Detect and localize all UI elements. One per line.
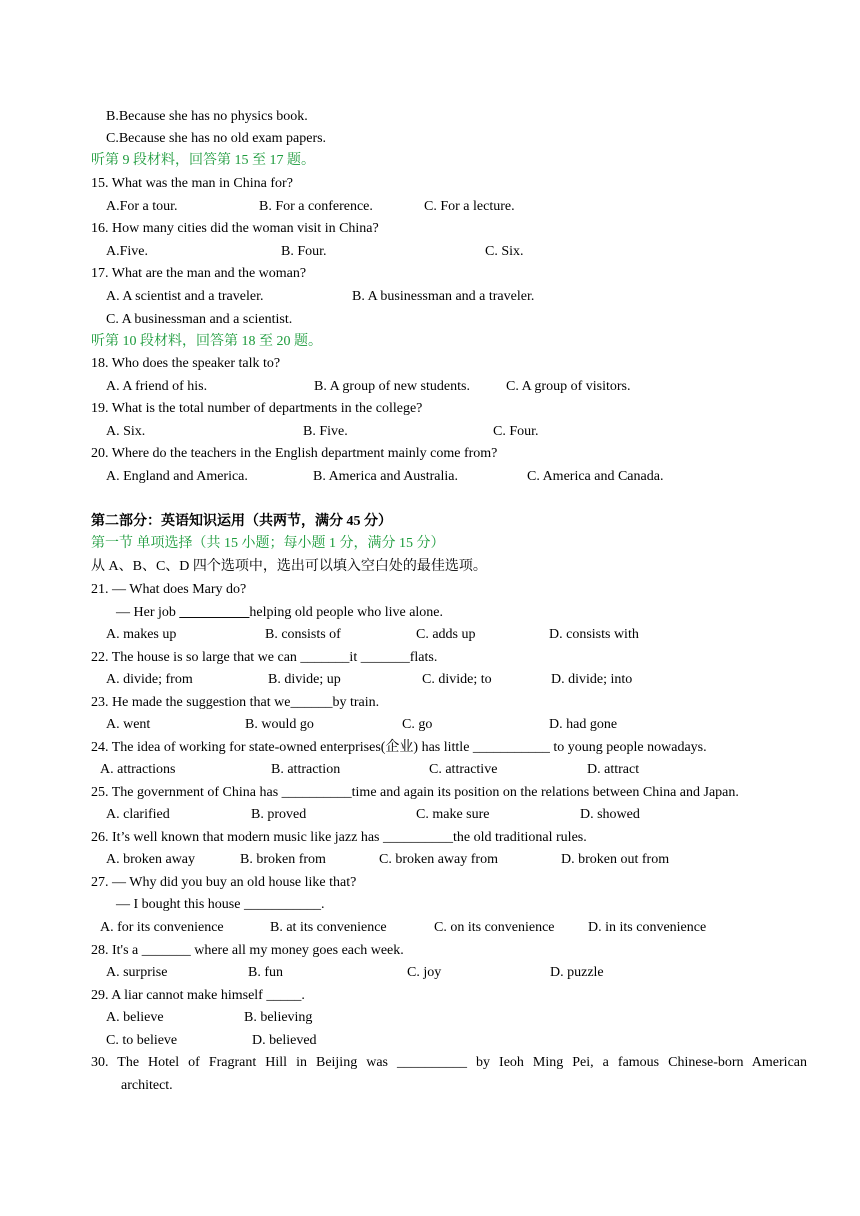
section-heading: 第一节 单项选择（共 15 小题；每小题 1 分，满分 15 分） [91, 536, 445, 551]
option-c: C. Six. [485, 244, 524, 259]
option-a: A. A friend of his. [106, 379, 208, 394]
option-a: A. A scientist and a traveler. [106, 289, 264, 304]
option-a: A. clarified [106, 807, 170, 822]
option-a: A. attractions [100, 762, 176, 777]
option-c: C. broken away from [379, 852, 498, 867]
option-c: C. Four. [493, 424, 539, 439]
question-24: 24. The idea of working for state-owned enterprises(企业) has little ___________ to young people nowadays. [91, 740, 707, 755]
option-a: A. makes up [106, 627, 177, 642]
option-a: A. England and America. [106, 469, 248, 484]
question-27: 27. — Why did you buy an old house like that? [91, 875, 357, 890]
option-c: C. on its convenience [434, 920, 555, 935]
question-30-continuation: architect. [121, 1078, 173, 1093]
option-a: A. divide; from [106, 672, 193, 687]
option-line: C.Because she has no old exam papers. [106, 131, 327, 146]
option-c: C. A businessman and a scientist. [106, 312, 293, 327]
option-b: B. consists of [265, 627, 341, 642]
question-20: 20. Where do the teachers in the English department mainly come from? [91, 446, 498, 461]
question-30: 30. The Hotel of Fragrant Hill in Beijing was __________ by Ieoh Ming Pei, a famous Chinese-born American [91, 1055, 807, 1070]
option-a: A. Six. [106, 424, 146, 439]
option-b: B. believing [244, 1010, 313, 1025]
question-28: 28. It's a _______ where all my money goes each week. [91, 943, 404, 958]
option-a: A. believe [106, 1010, 164, 1025]
option-c: C. go [402, 717, 433, 732]
option-c: C. A group of visitors. [506, 379, 631, 394]
option-d: D. divide; into [551, 672, 633, 687]
option-b: B. divide; up [268, 672, 341, 687]
option-a: A.Five. [106, 244, 148, 259]
option-c: C. adds up [416, 627, 476, 642]
option-b: B. A businessman and a traveler. [352, 289, 535, 304]
option-b: B. Four. [281, 244, 327, 259]
question-22: 22. The house is so large that we can _______it _______flats. [91, 650, 438, 665]
option-a: A. went [106, 717, 151, 732]
option-line: B.Because she has no physics book. [106, 109, 308, 124]
option-d: D. consists with [549, 627, 639, 642]
dialog-text: helping old people who live alone. [249, 605, 444, 620]
option-c: C. make sure [416, 807, 490, 822]
question-18: 18. Who does the speaker talk to? [91, 356, 281, 371]
question-16: 16. How many cities did the woman visit in China? [91, 221, 379, 236]
option-b: B. would go [245, 717, 314, 732]
question-29: 29. A liar cannot make himself _____. [91, 988, 305, 1003]
option-b: B. For a conference. [259, 199, 373, 214]
option-a: A. broken away [106, 852, 196, 867]
option-b: B. at its convenience [270, 920, 387, 935]
section-instruction: 听第 9 段材料，回答第 15 至 17 题。 [91, 153, 315, 168]
option-a: A.For a tour. [106, 199, 178, 214]
option-c: C. joy [407, 965, 442, 980]
question-19: 19. What is the total number of departments in the college? [91, 401, 423, 416]
question-21: 21. — What does Mary do? [91, 582, 247, 597]
question-26: 26. It’s well known that modern music like jazz has __________the old traditional rules. [91, 830, 587, 845]
option-b: B. A group of new students. [314, 379, 470, 394]
option-c: C. attractive [429, 762, 498, 777]
option-d: D. puzzle [550, 965, 604, 980]
option-c: C. divide; to [422, 672, 492, 687]
option-d: D. believed [252, 1033, 317, 1048]
dialog-line: — I bought this house ___________. [116, 897, 325, 912]
question-23: 23. He made the suggestion that we______by train. [91, 695, 380, 710]
option-d: D. attract [587, 762, 640, 777]
section-instruction: 从 A、B、C、D 四个选项中，选出可以填入空白处的最佳选项。 [91, 559, 487, 574]
option-d: D. had gone [549, 717, 618, 732]
option-c: C. to believe [106, 1033, 178, 1048]
option-a: A. for its convenience [100, 920, 224, 935]
option-c: C. For a lecture. [424, 199, 515, 214]
option-c: C. America and Canada. [527, 469, 664, 484]
option-d: D. in its convenience [588, 920, 707, 935]
part-heading: 第二部分：英语知识运用（共两节，满分 45 分） [91, 514, 392, 529]
option-b: B. Five. [303, 424, 348, 439]
question-15: 15. What was the man in China for? [91, 176, 293, 191]
dialog-text: — Her job [116, 605, 180, 620]
option-b: B. broken from [240, 852, 326, 867]
option-b: B. America and Australia. [313, 469, 459, 484]
option-b: B. fun [248, 965, 283, 980]
option-b: B. proved [251, 807, 307, 822]
option-d: D. showed [580, 807, 640, 822]
question-17: 17. What are the man and the woman? [91, 266, 307, 281]
option-a: A. surprise [106, 965, 168, 980]
option-b: B. attraction [271, 762, 341, 777]
answer-blank: __________ [179, 605, 250, 620]
question-25: 25. The government of China has __________time and again its position on the relations between China and Japan. [91, 785, 739, 800]
question-21-answer-line [116, 604, 443, 622]
section-instruction: 听第 10 段材料，回答第 18 至 20 题。 [91, 334, 322, 349]
option-d: D. broken out from [561, 852, 670, 867]
